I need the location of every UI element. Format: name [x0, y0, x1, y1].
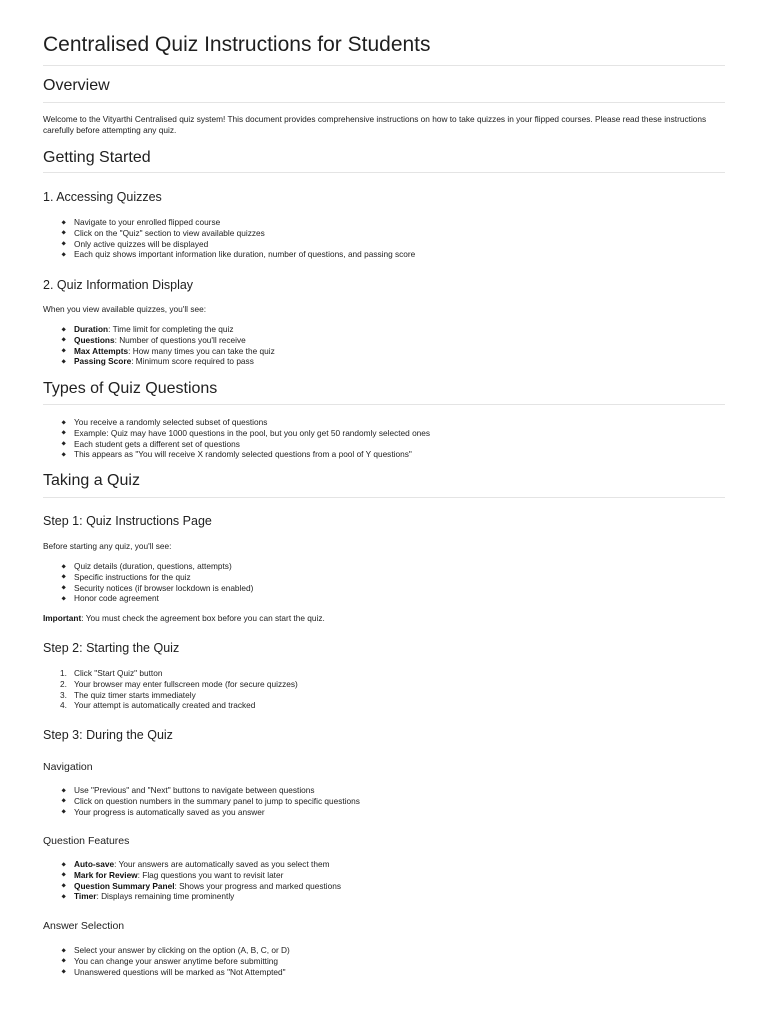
types-heading: Types of Quiz Questions — [43, 380, 218, 397]
list-item: Your progress is automatically saved as you answer — [43, 807, 360, 818]
list-item: Duration: Time limit for completing the quiz — [43, 324, 275, 335]
step1-list — [43, 561, 253, 604]
bullet-icon — [61, 252, 66, 257]
important-note: Important: You must check the agreement box before you can start the quiz. — [43, 613, 325, 623]
list-item: Click on question numbers in the summary panel to jump to specific questions — [43, 796, 360, 807]
bullet-icon — [61, 241, 66, 246]
list-item: Timer: Displays remaining time prominently — [43, 891, 341, 902]
step1-intro: Before starting any quiz, you'll see: — [43, 541, 172, 551]
page-title: Centralised Quiz Instructions for Students — [43, 33, 431, 56]
bullet-icon — [61, 327, 66, 332]
bullet-icon — [61, 883, 66, 888]
bullet-icon — [61, 564, 66, 569]
navigation-heading: Navigation — [43, 761, 93, 773]
quiz-info-intro: When you view available quizzes, you'll see: — [43, 304, 206, 314]
bullet-icon — [61, 894, 66, 899]
list-item: Specific instructions for the quiz — [43, 572, 253, 583]
bullet-icon — [61, 575, 66, 580]
list-item: 2. Your browser may enter fullscreen mode (for secure quizzes) — [60, 678, 298, 689]
bullet-icon — [61, 596, 66, 601]
list-item: 4. Your attempt is automatically created and tracked — [60, 700, 256, 711]
list-item: This appears as "You will receive X randomly selected questions from a pool of Y questions" — [43, 449, 430, 460]
bullet-icon — [61, 348, 66, 353]
accessing-quizzes-heading: 1. Accessing Quizzes — [43, 190, 162, 204]
bullet-icon — [61, 799, 66, 804]
list-item: Question Summary Panel: Shows your progress and marked questions — [43, 881, 341, 892]
list-item: Only active quizzes will be displayed — [43, 239, 415, 250]
bullet-icon — [61, 969, 66, 974]
list-item: Each quiz shows important information like duration, number of questions, and passing score — [43, 249, 415, 260]
list-item: Mark for Review: Flag questions you want to revisit later — [43, 870, 341, 881]
step1-heading: Step 1: Quiz Instructions Page — [43, 514, 212, 528]
bullet-icon — [61, 862, 66, 867]
list-item: Select your answer by clicking on the option (A, B, C, or D) — [43, 945, 290, 956]
list-item: Honor code agreement — [43, 593, 253, 604]
overview-text: Welcome to the Vityarthi Centralised quiz system! This document provides comprehensive instructions on how to take quizzes in your flipped courses. Please read these instructions carefully before attempting any quiz. — [43, 114, 707, 135]
types-divider — [43, 404, 725, 405]
question-features-list — [43, 859, 341, 902]
bullet-icon — [61, 431, 66, 436]
list-item: Questions: Number of questions you'll receive — [43, 335, 275, 346]
bullet-icon — [61, 788, 66, 793]
question-features-heading: Question Features — [43, 835, 130, 847]
list-item: Max Attempts: How many times you can take the quiz — [43, 346, 275, 357]
list-item: Use "Previous" and "Next" buttons to navigate between questions — [43, 785, 360, 796]
list-item: 1. Click "Start Quiz" button — [60, 668, 163, 678]
bullet-icon — [61, 441, 66, 446]
list-item: Unanswered questions will be marked as "Not Attempted" — [43, 967, 290, 978]
answer-selection-list — [43, 945, 290, 977]
list-item: You receive a randomly selected subset of questions — [43, 417, 430, 428]
bullet-icon — [61, 338, 66, 343]
bullet-icon — [61, 948, 66, 953]
step2-list — [43, 668, 298, 711]
list-item: Each student gets a different set of questions — [43, 439, 430, 450]
bullet-icon — [61, 585, 66, 590]
step3-heading: Step 3: During the Quiz — [43, 728, 173, 742]
quiz-info-display-heading: 2. Quiz Information Display — [43, 278, 194, 292]
list-item: Click on the "Quiz" section to view available quizzes — [43, 228, 415, 239]
list-item: Passing Score: Minimum score required to pass — [43, 356, 275, 367]
getting-started-heading: Getting Started — [43, 149, 151, 166]
bullet-icon — [61, 452, 66, 457]
accessing-quizzes-list — [43, 217, 415, 260]
answer-selection-heading: Answer Selection — [43, 920, 125, 932]
taking-quiz-divider — [43, 497, 725, 498]
bullet-icon — [61, 220, 66, 225]
bullet-icon — [61, 959, 66, 964]
list-item: Navigate to your enrolled flipped course — [43, 217, 415, 228]
taking-quiz-heading: Taking a Quiz — [43, 472, 140, 489]
list-item: Auto-save: Your answers are automatically saved as you select them — [43, 859, 341, 870]
overview-heading: Overview — [43, 77, 110, 94]
types-list — [43, 417, 430, 460]
bullet-icon — [61, 420, 66, 425]
bullet-icon — [61, 231, 66, 236]
bullet-icon — [61, 873, 66, 878]
quiz-info-list — [43, 324, 275, 367]
step2-heading: Step 2: Starting the Quiz — [43, 641, 180, 655]
list-item: 3. The quiz timer starts immediately — [60, 689, 196, 700]
getting-started-divider — [43, 172, 725, 173]
list-item: Security notices (if browser lockdown is enabled) — [43, 583, 253, 594]
list-item: Example: Quiz may have 1000 questions in the pool, but you only get 50 randomly selected ones — [43, 428, 430, 439]
navigation-list — [43, 785, 360, 817]
overview-divider — [43, 102, 725, 103]
list-item: Quiz details (duration, questions, attempts) — [43, 561, 253, 572]
bullet-icon — [61, 809, 66, 814]
title-divider — [43, 65, 725, 66]
list-item: You can change your answer anytime before submitting — [43, 956, 290, 967]
bullet-icon — [61, 359, 66, 364]
